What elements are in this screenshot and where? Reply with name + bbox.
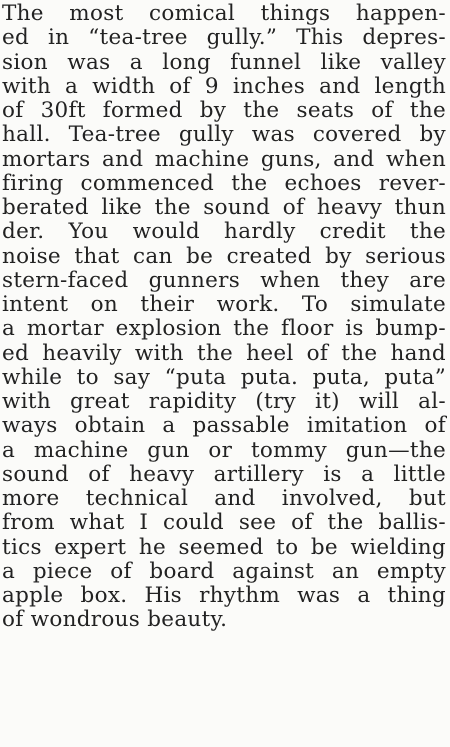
text-line: der. You would hardly credit the [2, 219, 446, 245]
text-line-last: of wondrous beauty. [2, 607, 228, 633]
text-line: intent on their work. To simulate [2, 292, 446, 317]
text-line: from what I could see of the ballis- [2, 510, 446, 536]
text-line: hall. Tea-tree gully was covered by [2, 122, 446, 148]
text-line: berated like the sound of heavy thun [2, 195, 446, 220]
text-line: sound of heavy artillery is a little [2, 461, 446, 487]
text-line: sion was a long funnel like valley [2, 49, 446, 75]
text-line: noise that can be created by serious [2, 243, 446, 269]
text-line: The most comical things happen- [2, 1, 446, 26]
text-line: tics expert he seemed to be wielding [2, 534, 446, 560]
text-line: with great rapidity (try it) will al- [2, 389, 446, 414]
text-line: of 30ft formed by the seats of the [2, 98, 446, 123]
text-line: a machine gun or tommy gun—the [2, 437, 446, 463]
text-line: mortars and machine guns, and when [2, 146, 446, 172]
text-line: with a width of 9 inches and length [2, 73, 446, 99]
text-line: apple box. His rhythm was a thing [2, 583, 446, 608]
text-line: while to say “puta puta. puta, puta” [2, 364, 446, 390]
text-line: ways obtain a passable imitation of [2, 413, 446, 439]
text-line: ed in “tea-tree gully.” This depres- [2, 25, 446, 51]
text-line: stern-faced gunners when they are [2, 267, 446, 293]
text-line: more technical and involved, but [2, 486, 446, 511]
text-line: a piece of board against an empty [2, 558, 446, 584]
text-line: ed heavily with the heel of the hand [2, 340, 446, 366]
text-line: a mortar explosion the floor is bump- [2, 316, 446, 342]
article-column [2, 2, 446, 633]
text-line: firing commenced the echoes rever- [2, 170, 446, 196]
